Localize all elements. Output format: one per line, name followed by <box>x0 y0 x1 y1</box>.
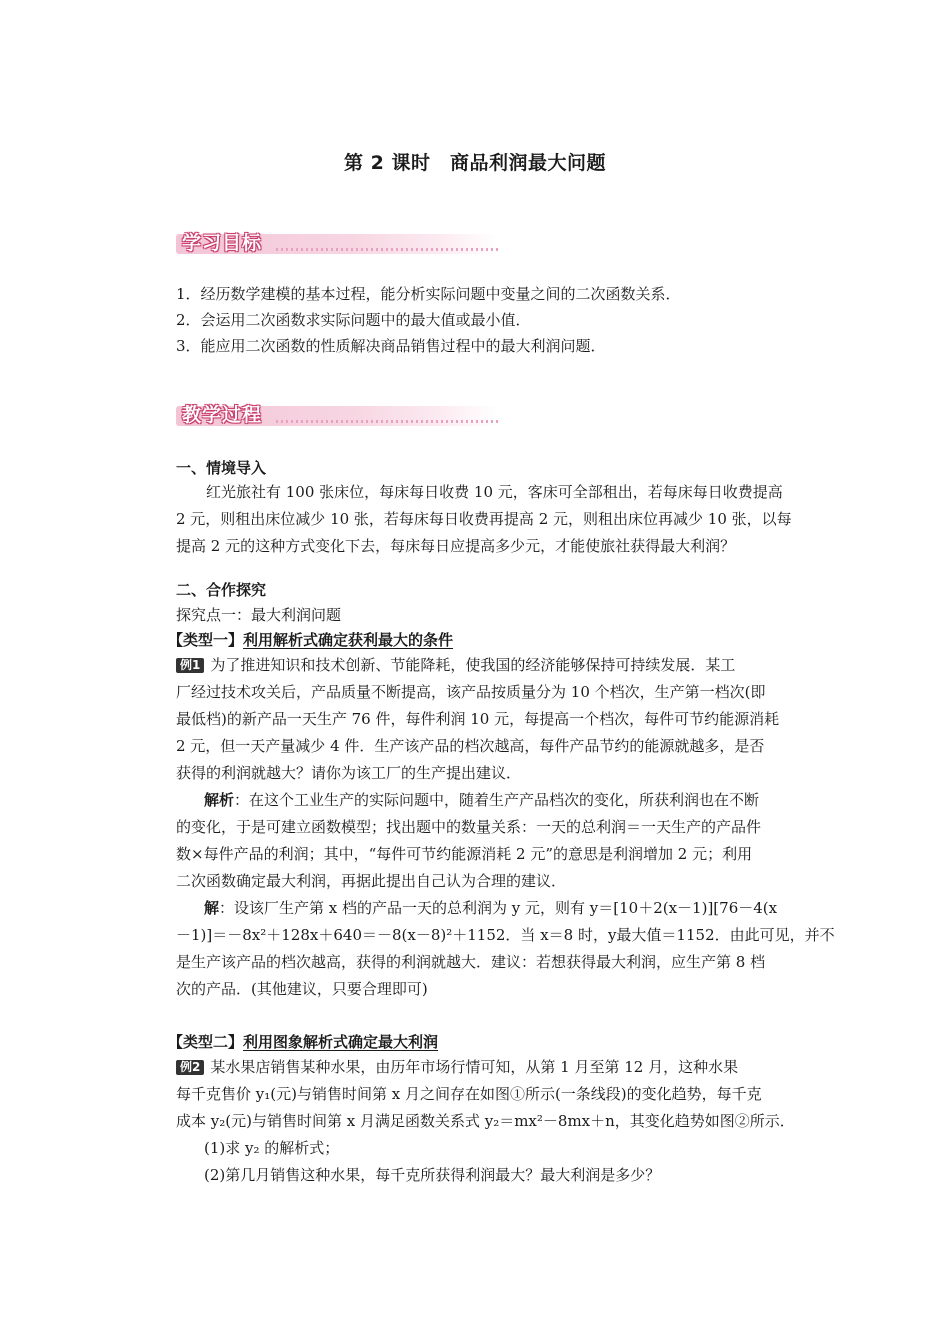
analysis-line-3: 数×每件产品的利润；其中，“每件可节约能源消耗 2 元”的意思是利润增加 2 元；利用 <box>176 845 753 863</box>
banner-objectives <box>176 228 498 258</box>
objective-2: 2．会运用二次函数求实际问题中的最大值或最小值． <box>176 311 531 329</box>
banner-objectives-label: 学习目标 <box>182 232 263 254</box>
solution-line-4: 次的产品．(其他建议，只要合理即可) <box>176 980 428 998</box>
example-2-badge: 例2 <box>176 1060 204 1075</box>
objective-1: 1．经历数学建模的基本过程，能分析实际问题中变量之间的二次函数关系． <box>176 285 681 303</box>
section-heading-1: 一、情境导入 <box>176 459 267 477</box>
example-1-badge: 例1 <box>176 658 204 673</box>
page-title: 第 2 课时 商品利润最大问题 <box>344 152 606 174</box>
scenario-line-1: 红光旅社有 100 张床位，每床每日收费 10 元，客床可全部租出，若每床每日收费提高 <box>206 483 783 501</box>
solution-line-2: －1)]＝－8x²＋128x＋640＝－8(x－8)²＋1152．当 x＝8 时，y最大值＝1152．由此可见，并不 <box>176 926 835 944</box>
analysis-line-2: 的变化，于是可建立函数模型；找出题中的数量关系：一天的总利润＝一天生产的产品件 <box>176 818 762 836</box>
banner-process-label: 教学过程 <box>182 404 263 426</box>
objective-3: 3．能应用二次函数的性质解决商品销售过程中的最大利润问题． <box>176 337 606 355</box>
banner-process <box>176 400 498 430</box>
section-heading-2: 二、合作探究 <box>176 581 267 599</box>
solution-line-3: 是生产该产品的档次越高，获得的利润就越大．建议：若想获得最大利润，应生产第 8 档 <box>176 953 766 971</box>
example-2-line-3: 成本 y₂(元)与销售时间第 x 月满足函数关系式 y₂＝mx²－8mx＋n，其变化趋势如图②所示． <box>176 1112 795 1130</box>
example-2-question-2: (2)第几月销售这种水果，每千克所获得利润最大？最大利润是多少？ <box>204 1166 661 1184</box>
type-2-heading: 【类型二】利用图象解析式确定最大利润 <box>168 1033 439 1051</box>
example-1-line-2: 厂经过技术攻关后，产品质量不断提高，该产品按质量分为 10 个档次，生产第一档次(即 <box>176 683 766 701</box>
analysis-line-4: 二次函数确定最大利润，再据此提出自己认为合理的建议． <box>176 872 567 890</box>
example-2-line-2: 每千克售价 y₁(元)与销售时间第 x 月之间存在如图①所示(一条线段)的变化趋势，每千克 <box>176 1085 762 1103</box>
example-2-line-1: 例2 某水果店销售某种水果，由历年市场行情可知，从第 1 月至第 12 月，这种水果 <box>176 1056 738 1077</box>
type-1-heading: 【类型一】利用解析式确定获利最大的条件 <box>168 631 454 649</box>
scenario-line-3: 提高 2 元的这种方式变化下去，每床每日应提高多少元，才能使旅社获得最大利润？ <box>176 537 736 555</box>
example-1-line-5: 获得的利润就越大？请你为该工厂的生产提出建议． <box>176 764 522 782</box>
solution-line-1: 解：设该厂生产第 x 档的产品一天的总利润为 y 元，则有 y＝[10＋2(x－1)][76－4(x <box>204 899 778 917</box>
example-2-question-1: (1)求 y₂ 的解析式； <box>204 1139 340 1157</box>
example-1-line-3: 最低档)的新产品一天生产 76 件，每件利润 10 元，每提高一个档次，每件可节约能源消耗 <box>176 710 780 728</box>
example-1-line-1: 例1 为了推进知识和技术创新、节能降耗，使我国的经济能够保持可持续发展．某工 <box>176 654 735 675</box>
explore-point-1: 探究点一：最大利润问题 <box>176 606 342 624</box>
example-1-line-4: 2 元，但一天产量减少 4 件．生产该产品的档次越高，每件产品节约的能源就越多，是否 <box>176 737 765 755</box>
scenario-line-2: 2 元，则租出床位减少 10 张，若每床每日收费再提高 2 元，则租出床位再减少 10 张，以每 <box>176 510 792 528</box>
analysis-line-1: 解析：在这个工业生产的实际问题中，随着生产产品档次的变化，所获利润也在不断 <box>204 791 760 809</box>
